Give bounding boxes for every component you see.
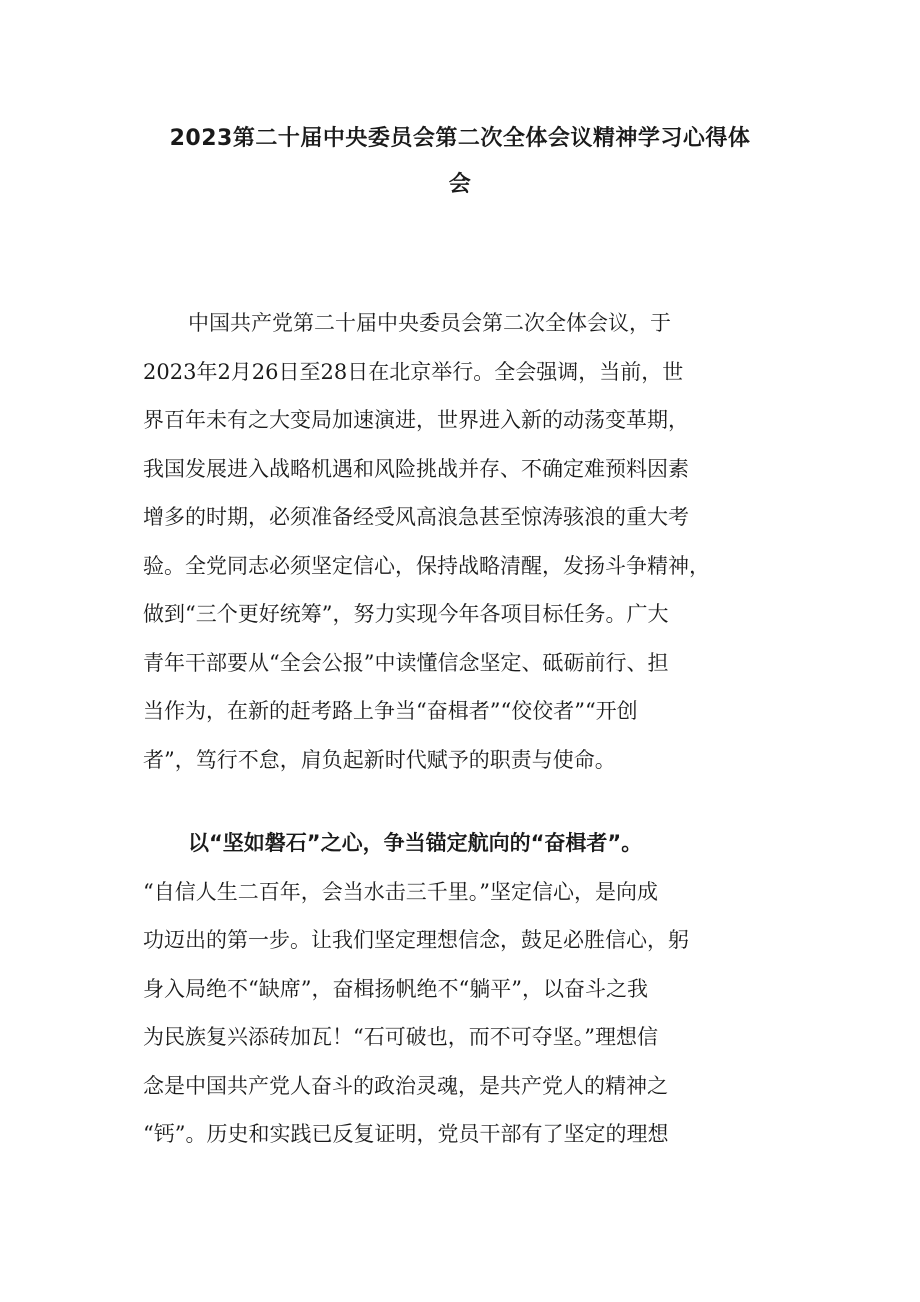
paragraph-2-line: 为民族复兴添砖加瓦！“石可破也，而不可夺坚。”理想信 (143, 1025, 658, 1049)
paragraph-1 (143, 299, 783, 784)
paragraph-1-line: 我国发展进入战略机遇和风险挑战并存、不确定难预料因素 (143, 456, 689, 481)
section-heading: 以“坚如磐石”之心，争当锚定航向的“奋楫者”。 (188, 831, 643, 855)
paragraph-2-line: “钙”。历史和实践已反复证明，党员干部有了坚定的理想 (143, 1122, 669, 1146)
paragraph-1-line: 者”，笃行不怠，肩负起新时代赋予的职责与使命。 (143, 747, 616, 772)
paragraph-1-line: 中国共产党第二十届中央委员会第二次全体会议，于 (188, 311, 671, 335)
paragraph-1-line: 界百年未有之大变局加速演进，世界进入新的动荡变革期， (143, 408, 689, 432)
document-title (130, 116, 790, 208)
paragraph-1-line: 验。全党同志必须坚定信心，保持战略清醒，发扬斗争精神， (143, 553, 710, 578)
paragraph-1-line: 当作为，在新的赶考路上争当“奋楫者”“佼佼者”“开创 (143, 699, 638, 723)
paragraph-2 (143, 819, 783, 1159)
title-line-1: 2023第二十届中央委员会第二次全体会议精神学习心得体 (169, 126, 751, 151)
paragraph-1-line: 增多的时期，必须准备经受风高浪急甚至惊涛骇浪的重大考 (143, 505, 689, 529)
title-line-2: 会 (448, 172, 472, 197)
paragraph-2-line: 身入局绝不“缺席”，奋楫扬帆绝不“躺平”，以奋斗之我 (143, 976, 648, 1001)
paragraph-2-line: 念是中国共产党人奋斗的政治灵魂，是共产党人的精神之 (143, 1073, 668, 1098)
paragraph-2-line: 功迈出的第一步。让我们坚定理想信念，鼓足必胜信心，躬 (143, 928, 689, 952)
paragraph-1-line: 做到“三个更好统筹”，努力实现今年各项目标任务。广大 (143, 602, 669, 626)
paragraph-1-line: 青年干部要从“全会公报”中读懂信念坚定、砥砺前行、担 (143, 650, 669, 675)
paragraph-2-line: “自信人生二百年，会当水击三千里。”坚定信心，是向成 (143, 879, 658, 904)
paragraph-1-line: 2023年2月26日至28日在北京举行。全会强调，当前，世 (143, 359, 684, 384)
